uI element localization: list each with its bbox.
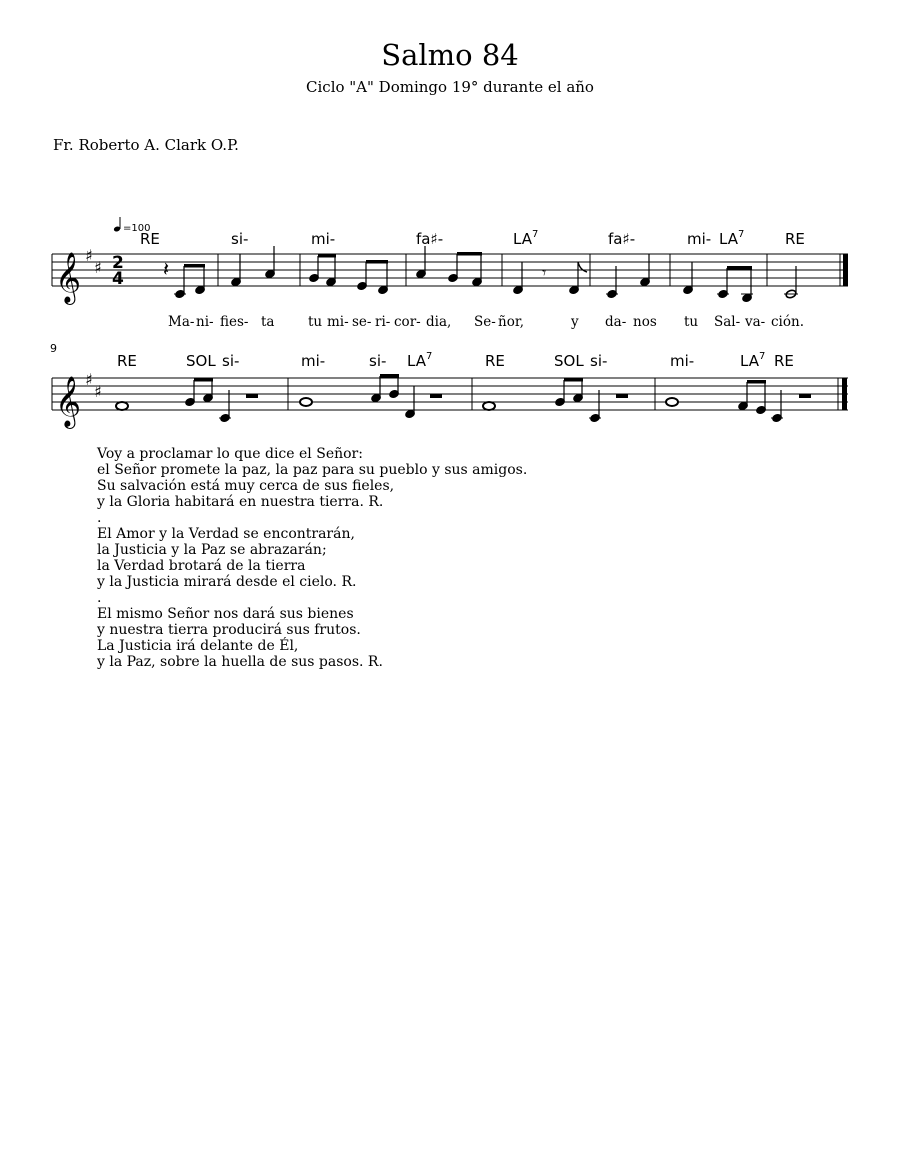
lyric-syllable: tu [308,314,323,330]
lyric-syllable: Ma- [168,314,195,330]
chord-symbol: RE [140,230,160,248]
chord-symbols-system-2 [117,351,794,370]
final-barline [842,378,847,410]
page-title: Salmo 84 [381,38,519,72]
verse-line: El mismo Señor nos dará sus bienes [97,606,354,622]
chord-symbol: SOL [186,352,216,370]
treble-clef-icon: 𝄞 [55,252,82,303]
chord-symbol: $LA^7$ [740,351,766,370]
lyric-syllable: y [571,314,579,330]
lyric-syllable: se- [352,314,372,330]
lyric-syllable: va- [745,314,766,330]
chord-symbol: si- [590,352,608,370]
chord-symbol: si- [231,230,249,248]
lyric-syllable: da- [605,314,627,330]
treble-clef-icon: 𝄞 [55,376,82,427]
lyric-syllable: ñor, [498,314,525,330]
staff-system-2 [52,378,848,410]
lyric-syllable: ri- [375,314,391,330]
eighth-rest-icon: 𝄾 [542,263,547,282]
chord-symbol: $LA^7$ [407,351,433,370]
verses-block [97,446,527,670]
verse-line: y la Gloria habitará en nuestra tierra. R. [97,494,384,510]
music-score [0,0,900,440]
measure-number: 9 [50,342,57,355]
lyric-syllable: Se- [474,314,496,330]
chord-symbol: RE [785,230,805,248]
quarter-rest-icon: 𝄽 [163,257,170,281]
lyric-syllable: dia, [426,314,452,330]
verse-line: Voy a proclamar lo que dice el Señor: [97,446,363,462]
lyric-syllable: cor- [394,314,421,330]
chord-symbol: si- [222,352,240,370]
lyrics-line [168,314,804,330]
verse-line: La Justicia irá delante de Él, [97,638,299,654]
svg-text:♯: ♯ [85,370,93,389]
svg-text:♯: ♯ [94,382,102,401]
chord-symbol: $LA^7$ [719,229,745,248]
lyric-syllable: Sal- [714,314,741,330]
chord-symbols-system-1 [140,229,805,248]
chord-symbol: RE [117,352,137,370]
chord-symbol: SOL [554,352,584,370]
chord-symbol: RE [774,352,794,370]
lyric-syllable: tu [684,314,699,330]
key-signature-system-2 [85,370,102,401]
chord-symbol: RE [485,352,505,370]
lyric-syllable: ni- [196,314,214,330]
verse-line: la Verdad brotará de la tierra [97,558,306,574]
chord-symbol: mi- [687,230,712,248]
lyric-syllable: fies- [220,314,249,330]
chord-symbol: mi- [670,352,695,370]
tempo-value: =100 [123,223,151,234]
verse-line: y la Paz, sobre la huella de sus pasos. R. [97,654,383,670]
key-signature-system-1 [85,246,102,277]
chord-symbol: si- [369,352,387,370]
lyric-syllable: ción. [771,314,804,330]
verse-line: y nuestra tierra producirá sus frutos. [97,622,361,638]
lyric-syllable: nos [633,314,657,330]
chord-symbol: mi- [311,230,336,248]
svg-text:♯: ♯ [94,258,102,277]
lyric-syllable: mi- [327,314,349,330]
composer-credit: Fr. Roberto A. Clark O.P. [53,136,239,154]
time-signature-bottom: 4 [112,269,124,289]
verse-line: el Señor promete la paz, la paz para su pueblo y sus amigos. [97,462,528,478]
chord-symbol: fa♯- [416,230,444,248]
chord-symbol: $LA^7$ [513,229,539,248]
final-barline [843,254,848,286]
verse-line: Su salvación está muy cerca de sus fieles, [97,478,395,494]
svg-text:♯: ♯ [85,246,93,265]
page-subtitle: Ciclo "A" Domingo 19° durante el año [306,78,594,96]
verse-line: la Justicia y la Paz se abrazarán; [97,542,327,558]
verse-line: El Amor y la Verdad se encontrarán, [97,526,355,542]
time-signature-top: 2 [112,253,124,273]
chord-symbol: fa♯- [608,230,636,248]
notes-system-2 [116,374,811,423]
verse-line: y la Justicia mirará desde el cielo. R. [97,574,357,590]
chord-symbol: mi- [301,352,326,370]
lyric-syllable: ta [261,314,275,330]
verse-separator: . [97,590,102,606]
verse-separator: . [97,510,102,526]
